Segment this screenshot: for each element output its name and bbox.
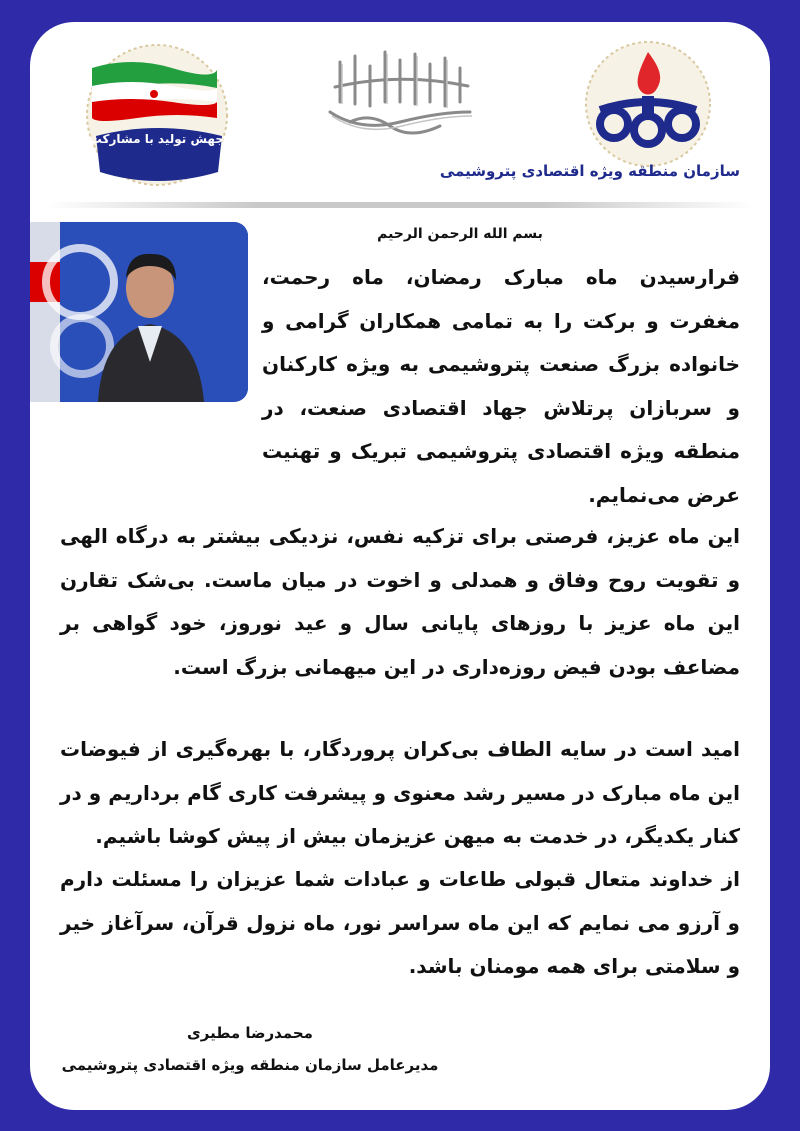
paragraph-greeting: فرارسیدن ماه مبارک رمضان، ماه رحمت، مغفرت و برکت را به تمامی همکاران گرامی و خانواده بزرگ صنعت پتروشیمی به ویژه کارکنان و سربازان پرتلاش جهاد اقتصادی صنعت، در منطقه ویژه اقتصادی پتروشیمی تبریک و تهنیت عرض می‌نمایم. bbox=[262, 265, 740, 507]
paragraph-hope: امید است در سایه الطاف بی‌کران پروردگار، با بهره‌گیری از فیوضات این ماه مبارک در مسیر رشد معنوی و پیشرفت کاری گام برداریم و در کنار یکدیگر، در خدمت به میهن عزیزمان بیش از پیش کوشا باشیم. bbox=[60, 737, 740, 849]
director-portrait bbox=[30, 222, 248, 402]
paragraph-prayer: از خداوند متعال قبولی طاعات و عبادات شما عزیزان را مسئلت دارم و آرزو می نمایم که این ماه سراسر نور، ماه نزول قرآن، سرآغاز خیر و سلامتی برای همه مومنان باشد. bbox=[60, 867, 740, 979]
slogan-text: جهش تولید با مشارکت مردم bbox=[55, 132, 224, 146]
letter-basmala: بسم الله الرحمن الرحیم bbox=[377, 226, 543, 242]
portrait-image bbox=[30, 222, 248, 402]
organization-logo-caption: سازمان منطقه ویژه اقتصادی پتروشیمی bbox=[439, 162, 740, 180]
signature-name: محمدرضا مطیری bbox=[187, 1024, 313, 1042]
paragraph-month: این ماه عزیز، فرصتی برای تزکیه نفس، نزدیکی بیشتر به درگاه الهی و تقویت روح وفاق و همدلی و اخوت در میان ماست. بی‌شک تقارن این ماه عزیز با روزهای پایانی سال و عید نوروز، خود گواهی بر مضاعف بودن فیض روزه‌داری در این میهمانی بزرگ است. bbox=[60, 524, 740, 679]
bismillah-calligraphy bbox=[320, 42, 480, 142]
announcement-card bbox=[30, 22, 770, 1110]
national-production-logo bbox=[55, 40, 232, 190]
header-divider bbox=[46, 202, 754, 208]
signature-title: مدیرعامل سازمان منطقه ویژه اقتصادی پتروشیمی bbox=[61, 1056, 439, 1074]
petrochemical-zone-logo bbox=[439, 38, 740, 208]
